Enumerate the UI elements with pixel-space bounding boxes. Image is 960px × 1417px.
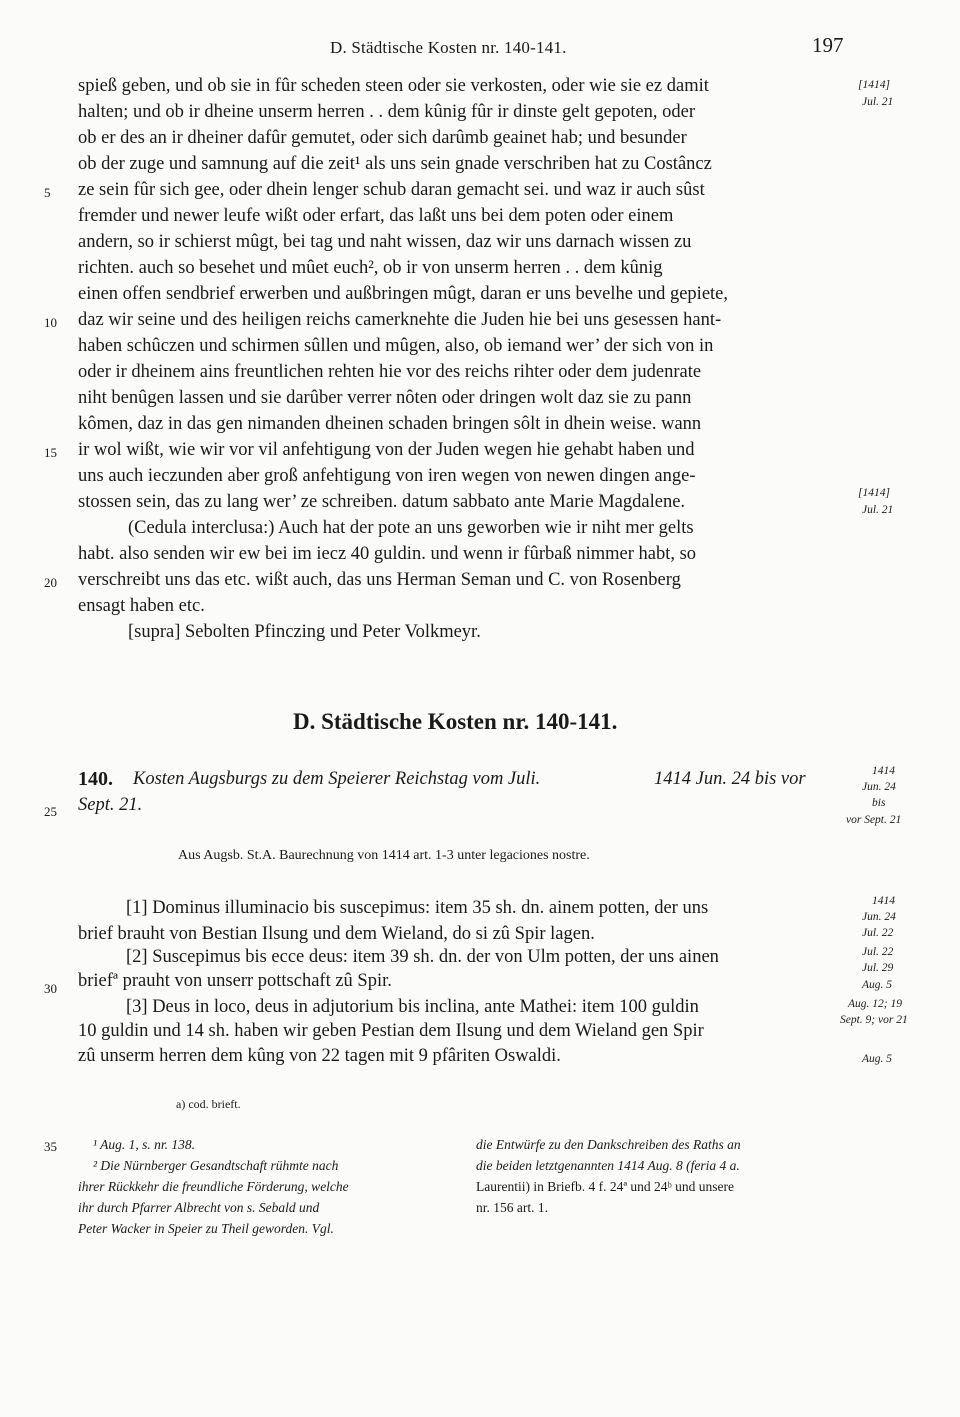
body-line: ob er des an ir dheiner dafûr gemutet, oder sich darûmb geainet hab; und besunder — [78, 128, 687, 148]
footnote-line: Peter Wacker in Speier zu Theil geworden. Vgl. — [78, 1221, 334, 1236]
margin-date: Sept. 9; vor 21 — [840, 1014, 908, 1026]
entry-line: briefª prauht von unserr pottschaft zû Spir. — [78, 971, 392, 991]
margin-date: Aug. 5 — [862, 1053, 893, 1065]
footnote-line: die Entwürfe zu den Dankschreiben des Raths an — [476, 1137, 741, 1152]
body-line: einen offen sendbrief erwerben und außbringen mûgt, daran er uns bevelhe und gepiete, — [78, 284, 729, 304]
document-date-cont: Sept. 21. — [78, 795, 143, 815]
margin-date: Aug. 12; 19 — [848, 998, 902, 1010]
body-line: ir wol wißt, wie wir vor vil anfehtigung von der Juden wegen hie gehabt haben und — [78, 440, 695, 460]
body-line: halten; und ob ir dheine unserm herren . . dem kûnig fûr ir dinste gelt gepoten, oder — [78, 102, 696, 122]
document-number: 140. — [78, 768, 113, 790]
line-number: 35 — [44, 1139, 57, 1154]
body-line: fremder und newer leufe wißt oder erfart, das laßt uns bei dem poten oder einem — [78, 206, 674, 226]
footnote-line: Laurentii) in Briefb. 4 f. 24ª und 24ᵇ und unsere — [476, 1179, 734, 1194]
margin-date: Jul. 21 — [862, 96, 894, 108]
margin-date: Jul. 22 — [862, 927, 894, 939]
footnote-line: ihr durch Pfarrer Albrecht von s. Sebald und — [78, 1200, 320, 1215]
line-number: 25 — [44, 804, 57, 819]
body-line: oder ir dheinem ains freuntlichen rehten hie vor des reichs rihter oder dem judenrate — [78, 362, 702, 382]
entry-line: [1] Dominus illuminacio bis suscepimus: item 35 sh. dn. ainem potten, der uns — [126, 898, 709, 918]
body-line: ob der zuge und samnung auf die zeit¹ als uns sein gnade verschriben hat zu Costâncz — [78, 154, 712, 174]
body-line: andern, so ir schierst mûgt, bei tag und naht wissen, daz wir uns darnach wissen zu — [78, 232, 692, 252]
entry-line: [2] Suscepimus bis ecce deus: item 39 sh. dn. der von Ulm potten, der uns ainen — [126, 947, 719, 967]
body-line: kômen, daz in das gen nimanden dheinen schaden bringen sôlt in dhein weise. wann — [78, 414, 702, 434]
margin-date: 1414 — [872, 765, 895, 777]
body-line: uns auch ieczunden aber groß anfehtigung von iren wegen von newen dingen ange- — [78, 466, 696, 486]
margin-date: Jun. 24 — [862, 781, 896, 793]
body-line: (Cedula interclusa:) Auch hat der pote an uns geworben wie ir niht mer gelts — [128, 518, 694, 538]
line-number: 10 — [44, 315, 57, 330]
footnote-line: nr. 156 art. 1. — [476, 1200, 548, 1215]
margin-date: Jul. 21 — [862, 504, 894, 516]
margin-date: Jul. 29 — [862, 962, 894, 974]
margin-date: vor Sept. 21 — [846, 814, 902, 826]
body-line: spieß geben, und ob sie in fûr scheden steen oder sie verkosten, oder wie sie ez damit — [78, 76, 709, 96]
body-line: verschreibt uns das etc. wißt auch, das uns Herman Seman und C. von Rosenberg — [78, 570, 681, 590]
section-title: D. Städtische Kosten nr. 140-141. — [293, 709, 618, 734]
source-note: Aus Augsb. St.A. Baurechnung von 1414 art. 1-3 unter legaciones nostre. — [178, 848, 590, 863]
document-date: 1414 Jun. 24 bis vor — [654, 769, 806, 789]
document-heading: Kosten Augsburgs zu dem Speierer Reichstag vom Juli. — [133, 769, 541, 789]
body-line: niht benûgen lassen und sie darûber verrer nôten oder dringen wolt daz sie zu pann — [78, 388, 692, 408]
body-line: haben schûczen und schirmen sûllen und mûgen, also, ob iemand wer’ der sich von in — [78, 336, 714, 356]
margin-date: Jun. 24 — [862, 911, 896, 923]
footnote-line: ² Die Nürnberger Gesandtschaft rühmte nach — [93, 1158, 339, 1173]
body-line: ensagt haben etc. — [78, 596, 205, 616]
margin-date: Jul. 22 — [862, 946, 894, 958]
line-number: 30 — [44, 981, 57, 996]
entry-line: 10 guldin und 14 sh. haben wir geben Pestian dem Ilsung und dem Wieland gen Spir — [78, 1021, 704, 1041]
body-line: stossen sein, das zu lang wer’ ze schreiben. datum sabbato ante Marie Magdalene. — [78, 492, 686, 512]
footnote-line: die beiden letztgenannten 1414 Aug. 8 (feria 4 a. — [476, 1158, 740, 1173]
margin-date: [1414] — [858, 487, 890, 499]
entry-line: [3] Deus in loco, deus in adjutorium bis inclina, ante Mathei: item 100 guldin — [126, 997, 699, 1017]
margin-date: Aug. 5 — [862, 979, 893, 991]
margin-date: bis — [872, 797, 886, 809]
textual-note: a) cod. brieft. — [176, 1097, 241, 1111]
body-line: daz wir seine und des heiligen reichs camerknehte die Juden hie bei uns gesessen hant- — [78, 310, 722, 330]
line-number: 5 — [44, 185, 51, 200]
page-number: 197 — [812, 33, 844, 57]
entry-line: zû unserm herren dem kûng von 22 tagen mit 9 pfâriten Oswaldi. — [78, 1046, 561, 1066]
body-line: richten. auch so besehet und mûet euch², ob ir von unserm herren . . dem kûnig — [78, 258, 663, 278]
margin-date: [1414] — [858, 79, 890, 91]
margin-date: 1414 — [872, 895, 895, 907]
body-line: habt. also senden wir ew bei im iecz 40 guldin. und wenn ir fûrbaß nimmer habt, so — [78, 544, 697, 564]
line-number: 20 — [44, 575, 57, 590]
line-number: 15 — [44, 445, 57, 460]
footnote-line: ¹ Aug. 1, s. nr. 138. — [93, 1137, 196, 1152]
entry-line: brief brauht von Bestian Ilsung und dem Wieland, do si zû Spir lagen. — [78, 924, 595, 944]
running-title: D. Städtische Kosten nr. 140-141. — [330, 38, 567, 57]
body-line: [supra] Sebolten Pfinczing und Peter Volkmeyr. — [128, 622, 481, 642]
body-line: ze sein fûr sich gee, oder dhein lenger schub daran gemacht sei. und waz ir auch sûst — [78, 180, 705, 200]
footnote-line: ihrer Rückkehr die freundliche Förderung, welche — [78, 1179, 349, 1194]
